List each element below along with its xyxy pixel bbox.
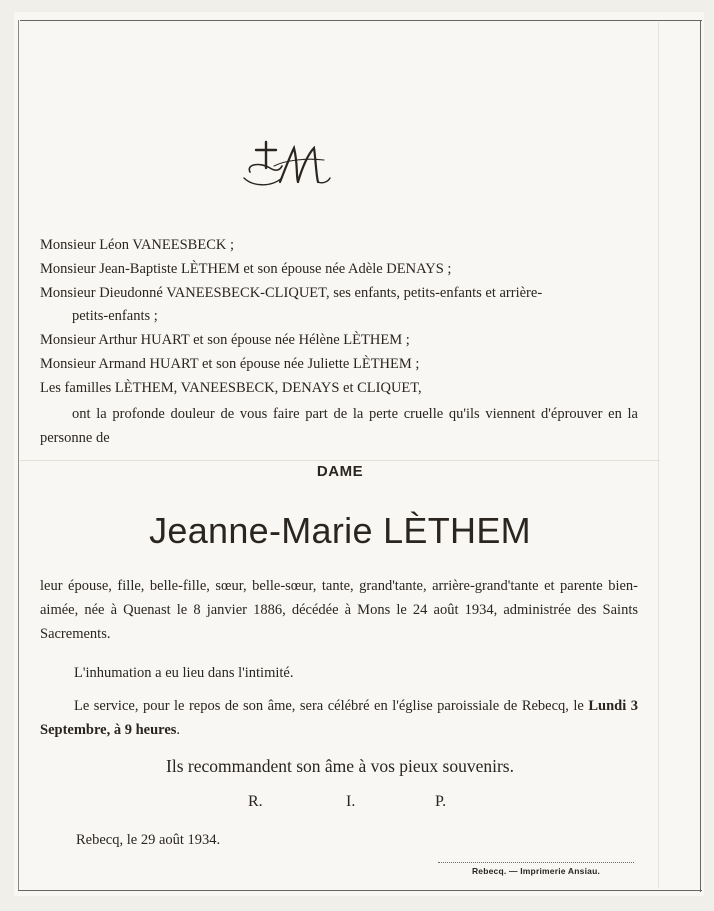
family-line: Monsieur Jean-Baptiste LÈTHEM et son épouse née Adèle DENAYS ; xyxy=(40,260,452,277)
family-line: petits-enfants ; xyxy=(72,308,158,325)
rip-letter-r: R. xyxy=(248,793,263,810)
family-line: Monsieur Léon VANEESBECK ; xyxy=(40,237,235,253)
rip-letter-i: I. xyxy=(346,793,356,810)
rip-letter-p: P. xyxy=(435,793,447,810)
burial-notice: L'inhumation a eu lieu dans l'intimité. xyxy=(74,665,294,681)
announcement-intro: ont la profonde douleur de vous faire part de la perte cruelle qu'ils viennent d'éprouver en la personne de xyxy=(40,406,638,446)
border-right-rule xyxy=(700,20,701,892)
printer-credit: Rebecq. — Imprimerie Ansiau. xyxy=(471,866,601,876)
border-bottom-rule xyxy=(18,890,702,891)
honorific-title: DAME xyxy=(316,463,364,480)
family-list xyxy=(40,234,640,401)
deceased-name: Jeanne-Marie LÈTHEM xyxy=(149,510,531,551)
family-line: Les familles LÈTHEM, VANEESBECK, DENAYS et CLIQUET, xyxy=(40,379,422,396)
service-text: Le service, pour le repos de son âme, sera célébré en l'église paroissiale de Rebecq, le xyxy=(74,698,589,714)
paper-fold-horizontal xyxy=(20,460,660,461)
service-datetime: Lundi 3 Septembre, à 9 heures xyxy=(40,698,638,738)
recommendation-line: Ils recommandent son âme à vos pieux souvenirs. xyxy=(166,756,514,776)
place-and-date: Rebecq, le 29 août 1934. xyxy=(76,832,221,848)
family-line: Monsieur Dieudonné VANEESBECK-CLIQUET, ses enfants, petits-enfants et arrière- xyxy=(40,284,543,301)
printer-divider xyxy=(438,862,634,863)
cross-monogram-ornament xyxy=(236,138,336,194)
family-line: Monsieur Armand HUART et son épouse née Juliette LÈTHEM ; xyxy=(40,355,420,372)
biography-paragraph: leur épouse, fille, belle-fille, sœur, belle-sœur, tante, grand'tante, arrière-grand'tante et parente bien-aimée, née à Quenast le 8 janvier 1886, décédée à Mons le 24 août 1934, administrée des Saints Sacrements. xyxy=(40,578,638,642)
border-top-rule xyxy=(20,20,702,21)
family-line: Monsieur Arthur HUART et son épouse née Hélène LÈTHEM ; xyxy=(40,332,410,349)
service-text-end: . xyxy=(176,722,181,738)
service-notice xyxy=(40,694,638,742)
